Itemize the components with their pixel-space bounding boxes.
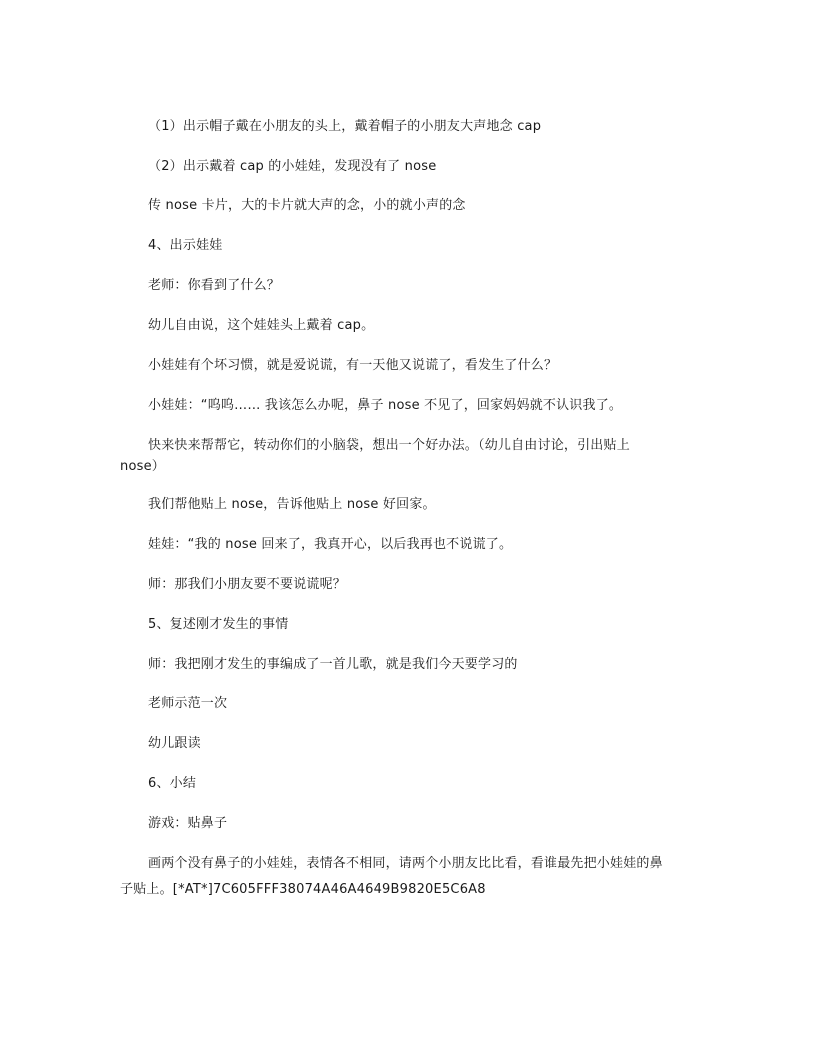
teacher-question: 老师：你看到了什么？ [148, 278, 281, 293]
doll-happy-speech: 娃娃：“我的 nose 回来了，我真开心，以后我再也不说谎了。 [148, 537, 513, 552]
doll-speech: 小娃娃：“呜呜…… 我该怎么办呢，鼻子 nose 不见了，回家妈妈就不认识我了。 [148, 398, 623, 413]
step-2-doll-no-nose: （2）出示戴着 cap 的小娃娃，发现没有了 nose [148, 159, 437, 174]
stick-nose: 我们帮他贴上 nose，告诉他贴上 nose 好回家。 [148, 497, 436, 512]
doll-bad-habit: 小娃娃有个坏习惯，就是爱说谎，有一天他又说谎了，看发生了什么？ [148, 358, 558, 373]
game-description-line2: 子贴上。[*AT*]7C605FFF38074A46A4649B9820E5C6A8 [120, 882, 486, 897]
children-answer: 幼儿自由说，这个娃娃头上戴着 cap。 [148, 318, 375, 333]
children-follow-read: 幼儿跟读 [148, 736, 201, 751]
teacher-ask-lying: 师：那我们小朋友要不要说谎呢？ [148, 577, 347, 592]
section-6-heading: 6、小结 [148, 776, 197, 791]
section-4-heading: 4、出示娃娃 [148, 238, 223, 253]
pass-nose-card: 传 nose 卡片，大的卡片就大声的念，小的就小声的念 [148, 198, 466, 213]
teacher-nursery-rhyme: 师：我把刚才发生的事编成了一首儿歌，就是我们今天要学习的 [148, 657, 518, 672]
game-description-line1: 画两个没有鼻子的小娃娃，表情各不相同，请两个小朋友比比看，看谁最先把小娃娃的鼻 [148, 856, 663, 871]
teacher-demo: 老师示范一次 [148, 696, 228, 711]
help-doll-paragraph-line1: 快来快来帮帮它，转动你们的小脑袋，想出一个好办法。（幼儿自由讨论，引出贴上 [148, 438, 630, 453]
game-title: 游戏：贴鼻子 [148, 816, 228, 831]
section-5-heading: 5、复述刚才发生的事情 [148, 617, 289, 632]
step-1-show-cap: （1）出示帽子戴在小朋友的头上，戴着帽子的小朋友大声地念 cap [148, 119, 542, 134]
help-doll-paragraph-line2: nose） [120, 459, 165, 474]
